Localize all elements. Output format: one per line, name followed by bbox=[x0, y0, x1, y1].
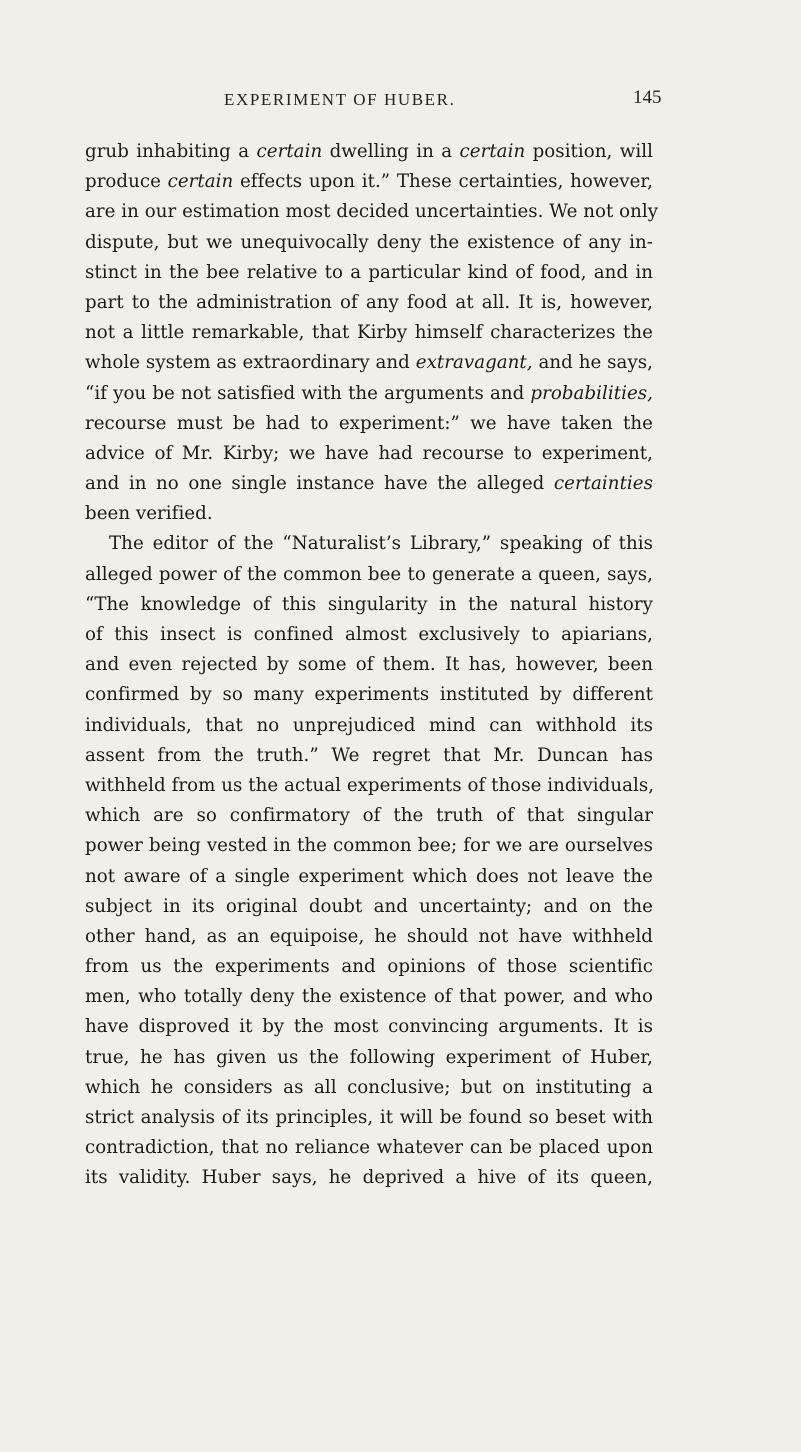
text-segment: “if you be not satisfied with the arguments and bbox=[85, 382, 531, 404]
page-number: 145 bbox=[633, 87, 662, 108]
italic-text: extravagant, bbox=[415, 352, 533, 374]
text-line bbox=[85, 1073, 653, 1103]
text-segment: “The knowledge of this singularity in the natural history bbox=[85, 593, 653, 615]
text-line bbox=[85, 680, 653, 710]
text-segment: men, who totally deny the existence of that power, and who bbox=[85, 986, 653, 1008]
text-segment: part to the administration of any food at all. It is, however, bbox=[85, 291, 653, 313]
text-line bbox=[85, 409, 653, 439]
text-segment: have disproved it by the most convincing arguments. It is bbox=[85, 1016, 653, 1038]
italic-text: certain bbox=[167, 171, 234, 193]
text-segment: been verified. bbox=[85, 503, 213, 525]
text-segment: confirmed by so many experiments instituted by different bbox=[85, 684, 653, 706]
text-line bbox=[85, 650, 653, 680]
text-line bbox=[85, 741, 653, 771]
text-line bbox=[85, 137, 653, 167]
text-segment: advice of Mr. Kirby; we have had recourse to experiment, bbox=[85, 442, 653, 464]
text-segment: from us the experiments and opinions of those scientific bbox=[85, 956, 653, 978]
text-segment: and he says, bbox=[532, 352, 653, 374]
text-segment: which are so confirmatory of the truth of that singular bbox=[85, 805, 653, 827]
text-segment: withheld from us the actual experiments of those individuals, bbox=[85, 774, 655, 796]
text-segment: grub inhabiting a bbox=[85, 141, 257, 162]
text-segment: produce bbox=[85, 171, 168, 193]
text-line bbox=[85, 831, 653, 861]
text-line bbox=[85, 982, 653, 1012]
text-segment: subject in its original doubt and uncertainty; and on the bbox=[85, 895, 653, 917]
text-segment: whole system as extraordinary and bbox=[85, 352, 416, 374]
text-line bbox=[85, 318, 653, 348]
text-segment: dwelling in a bbox=[322, 141, 460, 162]
text-line bbox=[85, 167, 653, 197]
text-segment: which he considers as all conclusive; but on instituting a bbox=[85, 1076, 653, 1098]
text-line bbox=[85, 197, 659, 227]
text-segment: true, he has given us the following experiment of Huber, bbox=[85, 1046, 653, 1068]
text-line bbox=[85, 379, 653, 409]
text-line bbox=[85, 801, 653, 831]
body-text bbox=[85, 137, 659, 1194]
text-segment: assent from the truth.” We regret that Mr. Duncan has bbox=[85, 744, 653, 766]
text-line bbox=[85, 1103, 653, 1133]
text-line bbox=[85, 862, 653, 892]
text-segment: individuals, that no unprejudiced mind can withhold its bbox=[85, 714, 653, 736]
text-segment: are in our estimation most decided uncertainties. We not only bbox=[85, 201, 659, 223]
text-segment: dispute, but we unequivocally deny the existence of any in- bbox=[85, 231, 653, 253]
text-segment: position, will bbox=[525, 141, 654, 162]
text-segment: not a little remarkable, that Kirby himself characterizes the bbox=[85, 322, 653, 344]
text-segment: power being vested in the common bee; for we are ourselves bbox=[85, 835, 653, 857]
text-line bbox=[85, 922, 653, 952]
text-line bbox=[85, 439, 653, 469]
text-line bbox=[85, 771, 653, 801]
text-segment: contradiction, that no reliance whatever can be placed upon bbox=[85, 1137, 653, 1159]
text-segment: of this insect is confined almost exclusively to apiarians, bbox=[85, 624, 653, 645]
text-line bbox=[85, 288, 653, 318]
text-line bbox=[85, 469, 653, 499]
text-line bbox=[85, 258, 653, 288]
text-segment: stinct in the bee relative to a particular kind of food, and in bbox=[85, 261, 653, 283]
text-line bbox=[85, 1133, 653, 1163]
text-line bbox=[85, 892, 653, 922]
italic-text: probabilities, bbox=[530, 382, 653, 404]
text-line bbox=[85, 620, 653, 650]
text-segment: The editor of the “Naturalist’s Library,” speaking of this bbox=[109, 533, 653, 555]
text-segment: strict analysis of its principles, it will be found so beset with bbox=[85, 1107, 653, 1128]
running-head: EXPERIMENT OF HUBER. bbox=[224, 90, 456, 109]
italic-text: certain bbox=[256, 141, 323, 162]
text-line bbox=[85, 952, 653, 982]
text-segment: alleged power of the common bee to generate a queen, says, bbox=[85, 563, 653, 585]
text-segment: other hand, as an equipoise, he should not have withheld bbox=[85, 925, 653, 947]
text-line bbox=[85, 560, 653, 590]
text-line bbox=[85, 1043, 653, 1073]
text-line bbox=[85, 1012, 653, 1042]
text-line bbox=[85, 529, 653, 559]
text-line bbox=[85, 348, 653, 378]
text-line bbox=[85, 711, 653, 741]
italic-text: certain bbox=[459, 141, 526, 162]
text-segment: and in no one single instance have the alleged bbox=[85, 473, 554, 495]
text-segment: its validity. Huber says, he deprived a hive of its queen, bbox=[85, 1167, 653, 1189]
text-line bbox=[85, 1163, 653, 1193]
text-line bbox=[85, 590, 653, 620]
text-segment: effects upon it.” These certainties, however, bbox=[233, 171, 653, 193]
italic-text: certainties bbox=[553, 473, 653, 495]
text-segment: and even rejected by some of them. It has, however, been bbox=[85, 654, 653, 676]
text-line bbox=[85, 499, 653, 529]
text-segment: recourse must be had to experiment:” we have taken the bbox=[85, 412, 653, 434]
text-segment: not aware of a single experiment which does not leave the bbox=[85, 865, 653, 887]
text-line bbox=[85, 228, 653, 258]
